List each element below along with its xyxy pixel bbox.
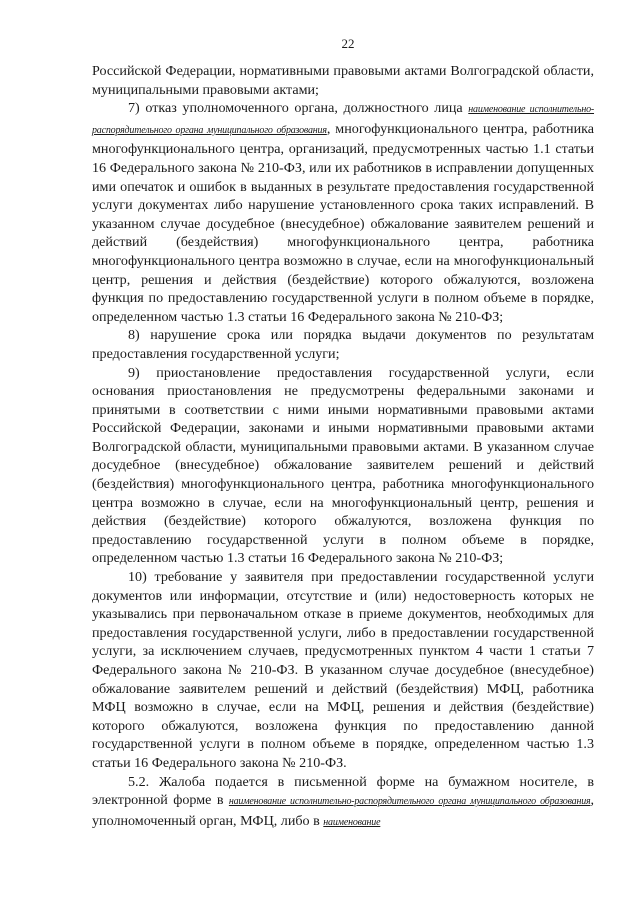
- paragraph-text: , уполномоченный орган, МФЦ, либо в: [92, 792, 594, 829]
- paragraph-text: 5.2. Жалоба подается в письменной форме на бумажном носителе, в электронной форме в: [92, 773, 594, 809]
- paragraph-p8: [92, 326, 594, 363]
- paragraph-p7: [92, 99, 594, 326]
- paragraph-p9: [92, 364, 594, 569]
- paragraph-text: 7) отказ уполномоченного органа, должностного лица: [128, 100, 469, 117]
- page-number: 22: [341, 36, 355, 51]
- paragraph-p10: [92, 568, 594, 773]
- paragraph-text: 10) требование у заявителя при предоставлении государственной услуги документов или информации, отсутствие и (или) недостоверность которых не указывались при первоначальном отказе в приеме документов, необходимых для предоставления государственной услуги, либо в предоставлении государственной услуги, за исключением случаев, предусмотренных пунктом 4 части 1 статьи 7 Федерального закона № 210-ФЗ. В указанном случае досудебное (внесудебное) обжалование заявителем решений и действий (бездействия) МФЦ, работника МФЦ возможно в случае, если на МФЦ, решения и действия (бездействие) которого обжалуются, возложена функция по предоставлению данной государственной услуги в полном объеме в порядке, определенном частью 1.3 статьи 16 Федерального закона № 210-ФЗ.: [92, 569, 594, 771]
- placeholder-underlined-text: наименование: [323, 816, 381, 828]
- paragraph-p0: [92, 62, 594, 99]
- paragraph-text: 8) нарушение срока или порядка выдачи документов по результатам предоставления государственной услуги;: [92, 327, 594, 362]
- paragraph-text: 9) приостановление предоставления государственной услуги, если основания приостановления не предусмотрены федеральными законами и принятыми в соответствии с ними иными нормативными правовыми актами Российской Федерации, законами и иными нормативными правовыми актами Волгоградской области, муниципальными правовыми актами. В указанном случае досудебное (внесудебное) обжалование заявителем решений и действий (бездействия) многофункционального центра, работника многофункционального центра возможно в случае, если на многофункциональный центр, решения и действия (бездействие) которого обжалуются, возложена функция по предоставлению государственной услуги в полном объеме в порядке, определенном частью 1.3 статьи 16 Федерального закона № 210-ФЗ;: [92, 364, 594, 567]
- paragraph-text: , многофункционального центра, работника многофункционального центра, организаций, предусмотренных частью 1.1 статьи 16 Федерального закона № 210-ФЗ, или их работников в исправлении допущенных ими опечаток и ошибок в выданных в результате предоставления государственной услуги документах либо нарушение установленного срока таких исправлений. В указанном случае досудебное (внесудебное) обжалование заявителем решений и действий (бездействия) многофункционального центра, работника многофункционального центра возможно в случае, если на многофункциональный центр, решения и действия (бездействие) которого обжалуются, возложена функция по предоставлению государственной услуги в полном объеме в порядке, определенном частью 1.3 статьи 16 Федерального закона № 210-ФЗ;: [92, 120, 594, 325]
- placeholder-underlined-text: наименование исполнительно-распорядительного органа муниципального образования: [92, 104, 595, 136]
- document-body: [92, 62, 594, 832]
- paragraph-text: Российской Федерации, нормативными правовыми актами Волгоградской области, муниципальными правовыми актами;: [92, 63, 594, 98]
- placeholder-underlined-text: наименование исполнительно-распорядительного органа муниципального образования: [228, 796, 591, 808]
- paragraph-p52: [92, 773, 594, 833]
